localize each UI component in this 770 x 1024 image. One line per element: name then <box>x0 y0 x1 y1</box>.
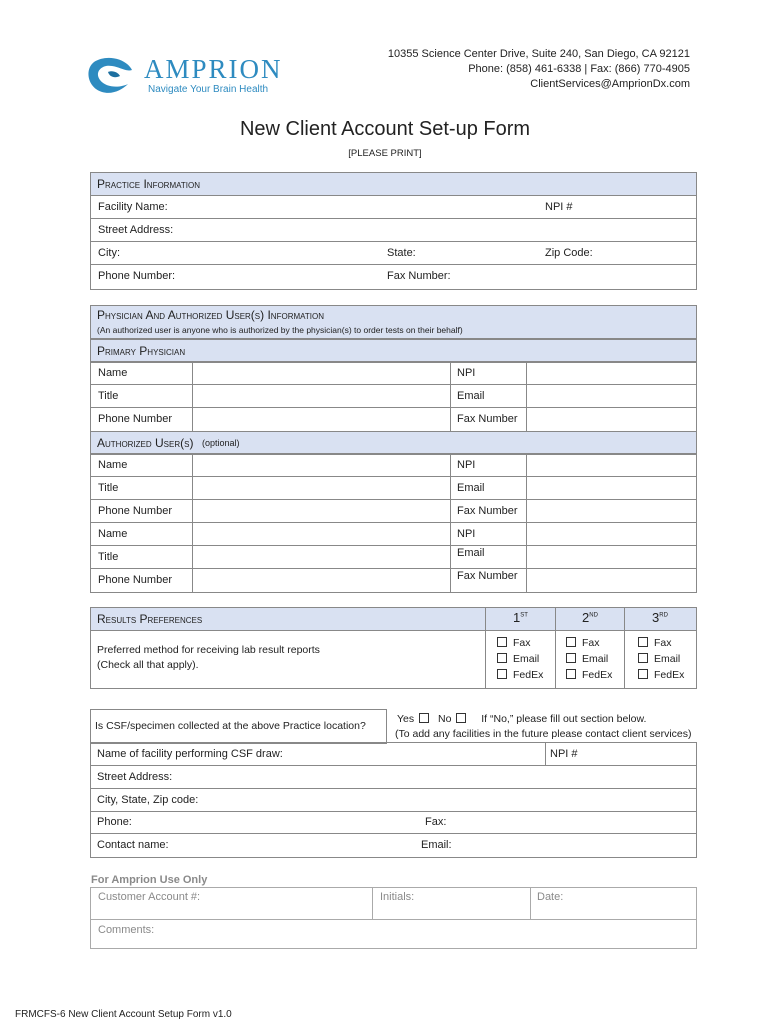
auth1-npi-label: NPI <box>457 459 476 471</box>
col3-sup: RD <box>659 612 668 619</box>
auth2-name-label: Name <box>98 528 128 540</box>
page-title: New Client Account Set-up Form <box>239 118 531 140</box>
results-3rd-options <box>638 635 684 683</box>
csf-no-option[interactable] <box>438 713 472 725</box>
csf-phone-label: Phone: <box>97 816 132 828</box>
practice-section-header <box>90 172 697 196</box>
logo-swirl-icon <box>86 54 136 96</box>
csf-facility-label: Name of facility performing CSF draw: <box>97 748 283 760</box>
checkbox-icon[interactable] <box>497 637 507 647</box>
csf-yes-option[interactable] <box>397 713 435 725</box>
csf-question: Is CSF/specimen collected at the above Practice location? <box>95 720 366 732</box>
physician-heading: Physician And Authorized User(s) Information <box>97 308 324 322</box>
results-col-3rd <box>625 610 695 625</box>
street-address-label: Street Address: <box>98 224 174 236</box>
opt3-fax[interactable] <box>638 635 684 651</box>
footer-form-id: FRMCFS-6 New Client Account Setup Form v1.0 <box>15 1009 232 1020</box>
csf-add-note: (To add any facilities in the future please contact client services) <box>395 728 692 740</box>
checkbox-icon[interactable] <box>497 669 507 679</box>
opt3-email[interactable] <box>638 651 684 667</box>
primary-title-label: Title <box>98 390 119 402</box>
csf-npi-label: NPI # <box>550 748 578 760</box>
contact-phone-fax: Phone: (858) 461-6338 | Fax: (866) 770-4905 <box>468 63 690 75</box>
results-desc-line1: Preferred method for receiving lab result reports <box>97 644 320 656</box>
results-heading: Results Preferences <box>97 612 203 626</box>
checkbox-icon[interactable] <box>638 637 648 647</box>
practice-npi-label: NPI # <box>545 201 573 213</box>
auth2-title-label: Title <box>98 551 119 563</box>
checkbox-icon[interactable] <box>497 653 507 663</box>
opt-label: Email <box>582 653 609 665</box>
contact-address: 10355 Science Center Drive, Suite 240, San Diego, CA 92121 <box>387 48 690 60</box>
practice-heading: Practice Information <box>97 177 200 191</box>
opt-label: FedEx <box>513 669 544 681</box>
checkbox-icon[interactable] <box>638 669 648 679</box>
results-desc-line2: (Check all that apply). <box>97 659 199 671</box>
auth1-email-label: Email <box>457 482 485 494</box>
comments-label: Comments: <box>98 924 155 936</box>
primary-heading: Primary Physician <box>97 344 186 358</box>
opt-label: Email <box>513 653 540 665</box>
primary-npi-label: NPI <box>457 367 476 379</box>
opt-label: FedEx <box>654 669 685 681</box>
checkbox-icon[interactable] <box>566 669 576 679</box>
csf-street-label: Street Address: <box>97 771 173 783</box>
auth2-phone-label: Phone Number <box>98 574 172 586</box>
csf-contact-label: Contact name: <box>97 839 169 851</box>
page-subtitle: [PLEASE PRINT] <box>348 148 422 159</box>
authorized-users-header <box>90 431 697 455</box>
csf-fax-label: Fax: <box>425 816 447 828</box>
results-description <box>97 643 320 673</box>
state-label: State: <box>387 247 416 259</box>
auth2-fax-label: Fax Number <box>457 570 518 582</box>
internal-heading: For Amprion Use Only <box>91 874 208 886</box>
auth1-title-label: Title <box>98 482 119 494</box>
csf-if-no-note: If “No,” please fill out section below. <box>481 713 647 725</box>
opt-label: FedEx <box>582 669 613 681</box>
csf-yes-no <box>397 713 646 725</box>
primary-physician-table <box>90 361 697 432</box>
primary-phone-label: Phone Number <box>98 413 172 425</box>
primary-email-label: Email <box>457 390 485 402</box>
authorized-users-table <box>90 453 697 593</box>
results-col-2nd <box>556 610 624 625</box>
checkbox-icon[interactable] <box>456 713 466 723</box>
checkbox-icon[interactable] <box>419 713 429 723</box>
csf-city-label: City, State, Zip code: <box>97 794 199 806</box>
opt2-fedex[interactable] <box>566 667 612 683</box>
opt-label: Fax <box>582 637 600 649</box>
primary-physician-header <box>90 339 697 363</box>
results-col-1st <box>486 610 555 625</box>
auth2-npi-label: NPI <box>457 528 476 540</box>
csf-question-box <box>90 709 387 744</box>
initials-label: Initials: <box>380 891 415 903</box>
authorized-note: (An authorized user is anyone who is authorized by the physician(s) to order tests on their behalf) <box>97 325 463 335</box>
opt1-fedex[interactable] <box>497 667 543 683</box>
checkbox-icon[interactable] <box>566 653 576 663</box>
opt1-email[interactable] <box>497 651 543 667</box>
facility-name-label: Facility Name: <box>98 201 168 213</box>
city-label: City: <box>98 247 120 259</box>
company-logo <box>86 54 296 98</box>
auth1-name-label: Name <box>98 459 128 471</box>
logo-tagline: Navigate Your Brain Health <box>148 84 269 95</box>
auth1-phone-label: Phone Number <box>98 505 172 517</box>
checkbox-icon[interactable] <box>638 653 648 663</box>
logo-brand-text: AMPRION <box>144 54 283 84</box>
fax-number-label: Fax Number: <box>387 270 451 282</box>
csf-yes-label: Yes <box>397 713 415 725</box>
opt1-fax[interactable] <box>497 635 543 651</box>
opt3-fedex[interactable] <box>638 667 684 683</box>
auth2-email-label: Email <box>457 547 485 559</box>
col1-num: 1 <box>513 610 521 625</box>
opt2-email[interactable] <box>566 651 612 667</box>
primary-name-label: Name <box>98 367 128 379</box>
authorized-heading: Authorized User(s) <box>97 436 194 450</box>
customer-account-label: Customer Account #: <box>98 891 201 903</box>
checkbox-icon[interactable] <box>566 637 576 647</box>
col2-num: 2 <box>582 610 590 625</box>
phone-number-label: Phone Number: <box>98 270 176 282</box>
col1-sup: ST <box>520 612 528 619</box>
auth1-fax-label: Fax Number <box>457 505 518 517</box>
col3-num: 3 <box>652 610 660 625</box>
contact-email: ClientServices@AmprionDx.com <box>530 78 690 90</box>
col2-sup: ND <box>589 612 598 619</box>
date-label: Date: <box>537 891 564 903</box>
opt-label: Fax <box>513 637 531 649</box>
csf-email-label: Email: <box>421 839 452 851</box>
opt2-fax[interactable] <box>566 635 612 651</box>
primary-fax-label: Fax Number <box>457 413 518 425</box>
results-2nd-options <box>566 635 612 683</box>
results-1st-options <box>497 635 543 683</box>
csf-no-label: No <box>437 713 452 725</box>
opt-label: Fax <box>654 637 672 649</box>
zip-label: Zip Code: <box>545 247 593 259</box>
opt-label: Email <box>654 653 681 665</box>
authorized-optional: (optional) <box>202 438 240 448</box>
physician-section-header <box>90 305 697 339</box>
